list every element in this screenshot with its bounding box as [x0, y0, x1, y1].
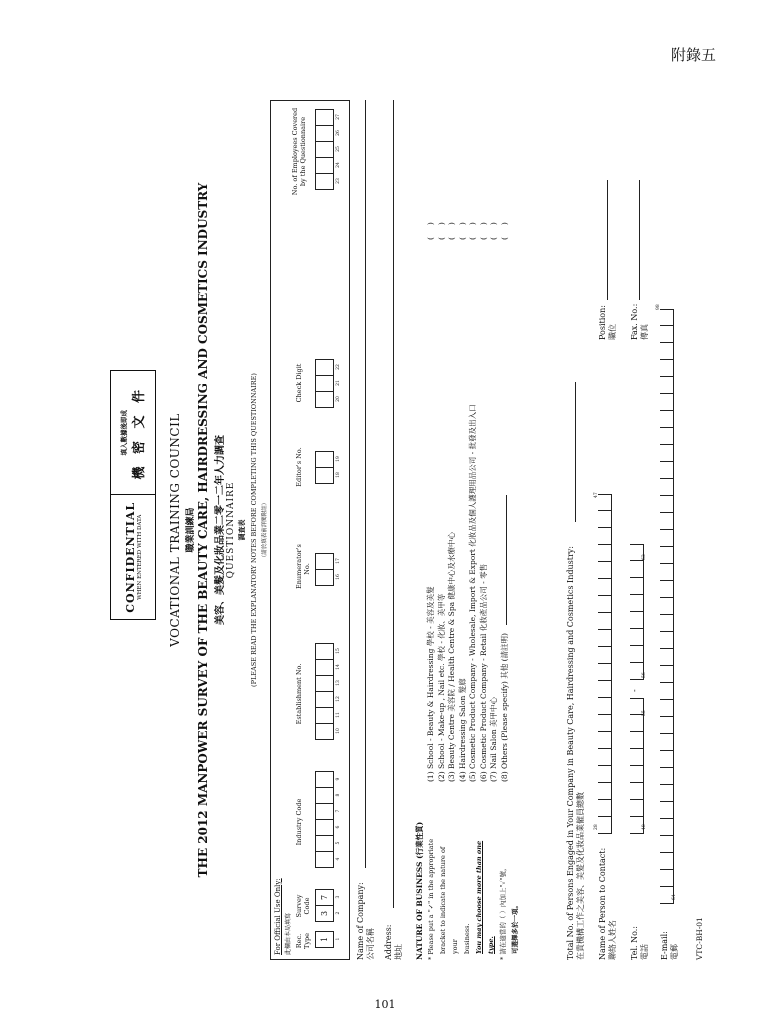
- enumerator-no-cell[interactable]: [315, 569, 334, 586]
- establishment-no-digits: 10 11 12 13 14 15: [336, 648, 341, 734]
- industry-code-cell[interactable]: [315, 771, 334, 788]
- industry-code-cell[interactable]: [315, 851, 334, 868]
- tel-boxes-2[interactable]: [630, 544, 644, 680]
- confidential-cn-big: 機 密 文 件: [132, 385, 147, 480]
- check-digit-cells: [315, 359, 334, 407]
- establishment-no-label: Establishment No.: [295, 663, 303, 725]
- email-boxes[interactable]: [660, 309, 674, 904]
- official-use-label-cn: 此欄由本局填寫: [285, 912, 292, 955]
- confidential-subtitle: WHEN ENTERED WITH DATA: [136, 514, 143, 600]
- org-name-cn: 職業訓練局: [186, 507, 196, 553]
- survey-code-label: Survey Code: [295, 894, 311, 918]
- official-use-label: For Official Use Only:: [274, 878, 282, 955]
- employees-covered-digits: 23 24 25 26 27: [336, 114, 341, 184]
- nature-checkbox-5[interactable]: ( ): [468, 222, 477, 240]
- org-name: VOCATIONAL TRAINING COUNCIL: [168, 413, 182, 647]
- establishment-no-cell[interactable]: [315, 707, 334, 724]
- establishment-no-cell[interactable]: [315, 675, 334, 692]
- employees-covered-cell[interactable]: [315, 109, 334, 126]
- editor-no-cell[interactable]: [315, 451, 334, 468]
- tel-label: Tel. No.:: [630, 925, 639, 960]
- survey-code-cells: [315, 889, 334, 921]
- questionnaire-form: [110, 100, 710, 960]
- nature-options: [426, 404, 510, 782]
- establishment-no-cell[interactable]: [315, 723, 334, 740]
- email-label: E-mail:: [660, 931, 669, 960]
- check-digit-cell[interactable]: [315, 359, 334, 376]
- nature-title: NATURE OF BUSINESS (行業性質): [415, 821, 424, 960]
- explanatory-note-cn: （請於填表前詳閱附註）: [262, 499, 268, 561]
- contact-name-label-cn: 聯絡人姓名: [608, 920, 617, 960]
- tel-num-start: 48: [642, 824, 647, 830]
- editor-no-cell[interactable]: [315, 467, 334, 484]
- nature-checkbox-6[interactable]: ( ): [478, 222, 488, 240]
- employees-covered-label: No. of Employees Covered by the Questionnaire: [291, 107, 307, 196]
- nature-option-8: (8) Others (Please specify) 其他 (請註明): [500, 404, 511, 782]
- form-code: VTC-BH-01: [695, 917, 704, 960]
- nature-brackets: [426, 222, 510, 240]
- tel-boxes-1[interactable]: [630, 698, 644, 834]
- appendix-label: 附錄五: [670, 46, 716, 64]
- employees-covered-cells: [315, 109, 334, 189]
- contact-name-boxes[interactable]: [598, 494, 612, 834]
- nature-option-5: (5) Cosmetic Product Company - Wholesale, Import & Export 化妝品及個人護理用品公司 - 批發及出入口: [468, 404, 477, 782]
- position-label: Position:: [598, 305, 607, 340]
- nature-checkbox-4[interactable]: ( ): [457, 222, 467, 240]
- confidential-cn-small: 填入數據後即成: [120, 410, 128, 456]
- explanatory-note: (PLEASE READ THE EXPLANATORY NOTES BEFORE COMPLETING THIS QUESTIONNAIRE): [250, 373, 258, 687]
- nature-checkbox-3[interactable]: ( ): [447, 222, 456, 240]
- email-num-end: 98: [656, 304, 661, 310]
- industry-code-cell[interactable]: [315, 819, 334, 836]
- fax-label: Fax. No.:: [630, 303, 639, 340]
- others-specify-field[interactable]: [506, 495, 507, 625]
- email-label-cn: 電郵: [670, 944, 679, 960]
- establishment-no-cell[interactable]: [315, 691, 334, 708]
- rec-type-cell[interactable]: 1: [315, 931, 334, 948]
- address-field[interactable]: [384, 100, 394, 908]
- confidential-box: [110, 370, 156, 620]
- contact-name-label: Name of Person to Contact:: [598, 847, 607, 960]
- nature-option-2: (2) School - Make-up , Nail etc. 學校 - 化妝、美甲等: [436, 593, 446, 782]
- tel-num-mid1: 55: [642, 710, 647, 716]
- contact-name-num-start: 28: [594, 824, 599, 830]
- address-label: Address:: [384, 924, 393, 960]
- industry-code-cell[interactable]: [315, 803, 334, 820]
- establishment-no-cells: [315, 643, 334, 739]
- check-digit-label: Check Digit: [295, 363, 303, 403]
- company-name-label: Name of Company:: [356, 882, 365, 960]
- rec-type-digits: 1: [336, 937, 341, 941]
- questionnaire-title-cn: 調查表: [237, 519, 246, 541]
- company-name-label-cn: 公司名稱: [366, 928, 375, 960]
- fax-field[interactable]: [630, 180, 640, 300]
- survey-title: THE 2012 MANPOWER SURVEY OF THE BEAUTY CARE, HAIRDRESSING AND COSMETICS INDUSTRY: [196, 182, 210, 878]
- persons-field[interactable]: [566, 382, 576, 522]
- establishment-no-cell[interactable]: [315, 659, 334, 676]
- nature-option-1: (1) School - Beauty & Hairdressing 學校 - 美容及美髮: [426, 586, 435, 782]
- nature-checkbox-7[interactable]: ( ): [489, 222, 498, 240]
- persons-label-cn: 在貴機構工作之美容、美髮及化妝品業僱員總數: [576, 792, 585, 960]
- contact-name-num-end: 47: [594, 492, 599, 498]
- official-use-box: [270, 100, 350, 960]
- check-digit-cell[interactable]: [315, 391, 334, 408]
- nature-checkbox-1[interactable]: ( ): [426, 222, 435, 240]
- position-label-cn: 職位: [608, 324, 617, 340]
- nature-checkbox-8[interactable]: ( ): [499, 222, 509, 240]
- employees-covered-cell[interactable]: [315, 141, 334, 158]
- company-name-field[interactable]: [356, 100, 366, 868]
- employees-covered-cell[interactable]: [315, 173, 334, 190]
- enumerator-no-cell[interactable]: [315, 553, 334, 570]
- check-digit-digits: 20 21 22: [336, 364, 341, 402]
- tel-num-mid2: 56: [642, 672, 647, 678]
- industry-code-cells: [315, 771, 334, 867]
- editor-no-cells: [315, 451, 334, 483]
- industry-code-cell[interactable]: [315, 787, 334, 804]
- position-field[interactable]: [598, 180, 608, 300]
- survey-code-cell[interactable]: 7: [315, 889, 334, 906]
- enumerator-no-label: Enumerator's No.: [295, 544, 311, 589]
- tel-dash: -: [630, 689, 639, 692]
- nature-instructions: * Please put a "✓" in the appropriate bracket to indicate the nature of your business. You may choose more than one type. * 請在適當的（ ）內加上"✓"號， 可選擇多於一項。: [427, 838, 519, 960]
- industry-code-cell[interactable]: [315, 835, 334, 852]
- email-num-start: 64: [672, 894, 677, 900]
- rec-type-cells: [315, 931, 334, 947]
- nature-option-4: (4) Hairdressing Salon 髮廊: [457, 678, 467, 782]
- employees-covered-cell[interactable]: [315, 157, 334, 174]
- employees-covered-cell[interactable]: [315, 125, 334, 142]
- rec-type-label: Rec. Type: [295, 933, 311, 950]
- enumerator-no-cells: [315, 553, 334, 585]
- editor-no-label: Editor's No.: [295, 447, 303, 487]
- persons-label: Total No. of Persons Engaged in Your Company in Beauty Care, Hairdressing and Cosmetics Industry:: [566, 545, 575, 960]
- address-label-cn: 地址: [394, 944, 403, 960]
- enumerator-no-digits: 16 17: [336, 558, 341, 580]
- establishment-no-cell[interactable]: [315, 643, 334, 660]
- industry-code-digits: 4 5 6 7 8 9: [336, 777, 341, 861]
- industry-code-label: Industry Code: [295, 798, 303, 846]
- survey-title-cn: 美容、美髮及化妝品業二零一二年人力調查: [215, 435, 226, 625]
- editor-no-digits: 18 19: [336, 456, 341, 478]
- nature-option-6: (6) Cosmetic Product Company - Retail 化妝產品公司 - 零售: [478, 563, 488, 782]
- page-number: 101: [374, 998, 396, 1011]
- survey-code-cell[interactable]: 3: [315, 905, 334, 922]
- nature-option-3: (3) Beauty Centre 美容院 / Health Centre & Spa 健康中心及水療中心: [447, 532, 456, 782]
- confidential-title: CONFIDENTIAL: [123, 501, 137, 613]
- fax-label-cn: 傳真: [640, 324, 649, 340]
- tel-num-end: 63: [642, 554, 647, 560]
- survey-code-digits: 2 3: [336, 895, 341, 915]
- nature-checkbox-2[interactable]: ( ): [436, 222, 446, 240]
- tel-label-cn: 電話: [640, 944, 649, 960]
- nature-option-7: (7) Nail Salon 美甲中心: [489, 697, 498, 782]
- check-digit-cell[interactable]: [315, 375, 334, 392]
- questionnaire-title: QUESTIONNAIRE: [226, 481, 236, 579]
